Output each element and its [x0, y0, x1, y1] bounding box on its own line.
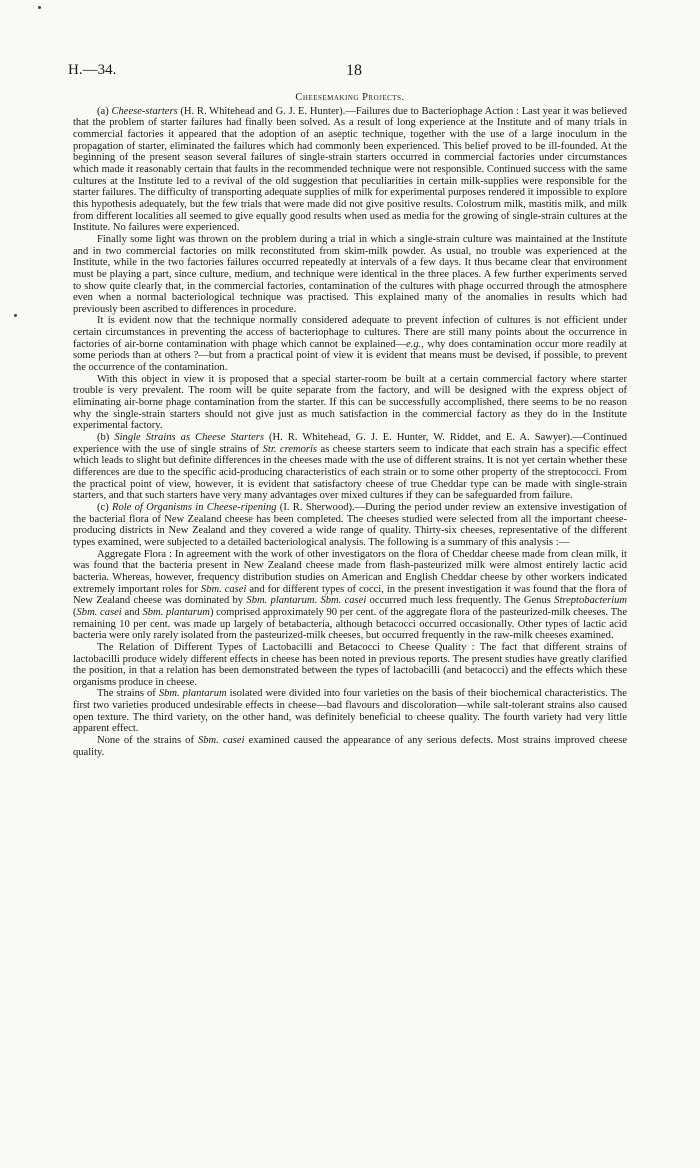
- document-reference: H.—34.: [68, 62, 117, 78]
- text-run: .: [314, 595, 321, 607]
- text-run: (H. R. Whitehead and G. J. E. Hunter).—Failures due to Bacteriophage Action : Last year it was believed that the problem of starter failures had finally been solved. As a result of long experience at the Institute and of many trials in commercial factories it appeared that the adoption of an aseptic technique, together with the use of a large inoculum in the propagation of starter, eliminated the failures which had commonly been experienced. This belief proved to be ill-founded. At the beginning of the present season several failures of single-strain starters occurred in commercial factories under circumstances which made it reasonably certain that faults in the recommended technique were not responsible. Continued success with the same cultures at the Institute led to a revival of the old suggestion that peculiarities in certain milk-supplies were responsible for the starter failures. The difficulty of transporting adequate supplies of milk for experimental purposes rendered it impossible to explore this hypothesis adequately, but the few trials that were made did not give positive results. Colostrum milk, mastitis milk, and milk from different localities all seemed to give equally good results when used as media for the growing of single-strain cultures at the Institute. No failures were experienced.: [73, 105, 628, 234]
- paragraph: [73, 315, 627, 373]
- italic-text: e.g.: [406, 338, 422, 350]
- text-run: The Relation of Different Types of Lactobacilli and Betacocci to Cheese Quality : The fact that different strains of lactobacilli produce widely different effects in cheese has been noted in previous reports. The present studies have greatly clarified the position, in that a relation has been demonstrated between the types of lactobacilli (and betacocci) and the effects which these organisms produce in cheese.: [73, 641, 627, 688]
- italic-text: Streptobacterium: [554, 595, 628, 607]
- paragraph: [73, 502, 627, 549]
- text-run: (H. R. Whitehead, G. J. E. Hunter, W. Riddet, and E. A. Sawyer).—Continued experience with the use of single strains of: [73, 432, 627, 455]
- section-title: Cheesemaking Projects.: [295, 92, 405, 103]
- text-run: as cheese starters seem to indicate that each strain has a specific effect which leads to slight but definite differences in the cheeses made with the use of different strains. It is not yet certain whether these differences are due to the specific acid-producing characteristics of each strain or to some other property of the streptococci. From the practical point of view, however, it is evident that satisfactory cheese of true Cheddar type can be made with single-strain starters, and that such starters have very many advantages over mixed cultures if they can be safeguarded from failure.: [73, 443, 627, 502]
- text-run: None of the strains of: [97, 735, 198, 747]
- text-run: ) comprised approximately 90 per cent. of the aggregate flora of the pasteurized-milk cheeses. The remaining 10 per cent. was made up largely of betabacteria, although betacocci occurred occasionally. Other types of lactic acid bacteria were only rarely isolated from the pasteurized-milk cheeses, but occurred frequently in the raw-milk cheeses examined.: [73, 606, 628, 642]
- text-run: It is evident now that the technique normally considered adequate to prevent infection of cultures is not efficient under certain circumstances in preventing the access of bacteriophage to cultures. There are still many points about the occurrence in factories of air-borne contamination with phage which cannot be explained—: [73, 315, 627, 350]
- page-header: [68, 62, 640, 82]
- text-run: and for different types of cocci, in the present investigation it was found that the flora of New Zealand cheese was dominated by: [73, 583, 627, 607]
- italic-text: Sbm. casei: [198, 735, 245, 747]
- text-run: (a): [97, 105, 112, 117]
- text-run: , why does contamination occur more readily at some periods than at others ?—but from a practical point of view it is evident that means must be devised, if possible, to prevent the occurrence of the contamination.: [73, 338, 627, 374]
- page-number: 18: [346, 62, 362, 79]
- italic-text: Cheese-starters: [111, 105, 178, 117]
- italic-text: Sbm. casei: [200, 583, 247, 595]
- paragraph: [73, 106, 627, 234]
- paragraph: [73, 735, 627, 758]
- scan-mark: [14, 314, 17, 317]
- italic-text: Sbm. casei: [320, 595, 367, 607]
- italic-text: Sbm. plantarum: [142, 606, 210, 618]
- text-run: Finally some light was thrown on the problem during a trial in which a single-strain culture was maintained at the Institute and in two commercial factories on milk reconstituted from skim-milk powder. As usual, no trouble was experienced at the Institute, while in the two factories failures occurred repeatedly at intervals of a few days. It thus became clear that environment must be playing a part, since culture, medium, and technique were identical in the three places. A few further experiments served to show quite clearly that, in the commercial factories, contamination of the cultures with phage occurred through the atmosphere even when a normal bacteriological technique was practised. This explained many of the anomalies in results which had previously been ascribed to differences in procedure.: [73, 233, 627, 315]
- italic-text: Single Strains as Cheese Starters: [114, 432, 264, 444]
- italic-text: Sbm. casei: [76, 606, 122, 618]
- text-run: examined caused the appearance of any serious defects. Most strains improved cheese quality.: [73, 735, 628, 758]
- scan-mark: [38, 6, 41, 9]
- paragraph: [73, 432, 627, 502]
- page-body: [73, 92, 627, 758]
- text-run: (I. R. Sherwood).—During the period under review an extensive investigation of the bacterial flora of New Zealand cheese has been completed. The cheeses studied were selected from all the important cheese-producing districts in New Zealand and they covered a wide range of quality. Thirty-six cheeses, representative of the different types examined, were subjected to a detailed bacteriological analysis. The following is a summary of this analysis :—: [73, 501, 627, 548]
- italic-text: Str. cremoris: [262, 443, 318, 455]
- text-run: Aggregate Flora : In agreement with the work of other investigators on the flora of Cheddar cheese made from clean milk, it was found that the bacteria present in New Zealand cheese made from flash-pasteurized milk were almost entirely lactic acid bacteria. Whereas, however, frequency distribution studies on American and English Cheddar cheese by other workers indicated extremely important roles for: [73, 548, 627, 595]
- paragraph: [73, 234, 627, 316]
- text-run: The strains of: [97, 688, 159, 700]
- text-run: occurred much less frequently. The Genus: [366, 595, 555, 607]
- paragraph: [73, 688, 627, 735]
- text-run: (c): [97, 501, 112, 513]
- paragraph: [73, 549, 627, 642]
- text-run: (b): [97, 432, 115, 444]
- italic-text: Sbm. plantarum: [246, 595, 315, 607]
- paragraph: [73, 642, 627, 689]
- text-run: With this object in view it is proposed that a special starter-room be built at a certain commercial factory where starter trouble is very prevalent. The room will be quite separate from the factory, and will be designed with the express object of eliminating air-borne phage contamination from the starter. If this can be successfully accomplished, there seems to be no reason why the single-strain starters should not give just as much satisfaction in the commercial factory as they do in the Institute experimental factory.: [73, 373, 627, 432]
- text-run: isolated were divided into four varieties on the basis of their biochemical characteristics. The first two varieties produced undesirable effects in cheese—bad flavours and discoloration—while salt-tolerant strains also caused open texture. The third variety, on the other hand, was definitely beneficial to cheese quality. The fourth variety had very little apparent effect.: [73, 688, 627, 735]
- text-run: (: [73, 606, 77, 618]
- italic-text: Role of Organisms in Cheese-ripening: [112, 501, 277, 513]
- text-run: and: [121, 606, 143, 618]
- paragraph: [73, 374, 627, 432]
- italic-text: Sbm. plantarum: [158, 688, 227, 700]
